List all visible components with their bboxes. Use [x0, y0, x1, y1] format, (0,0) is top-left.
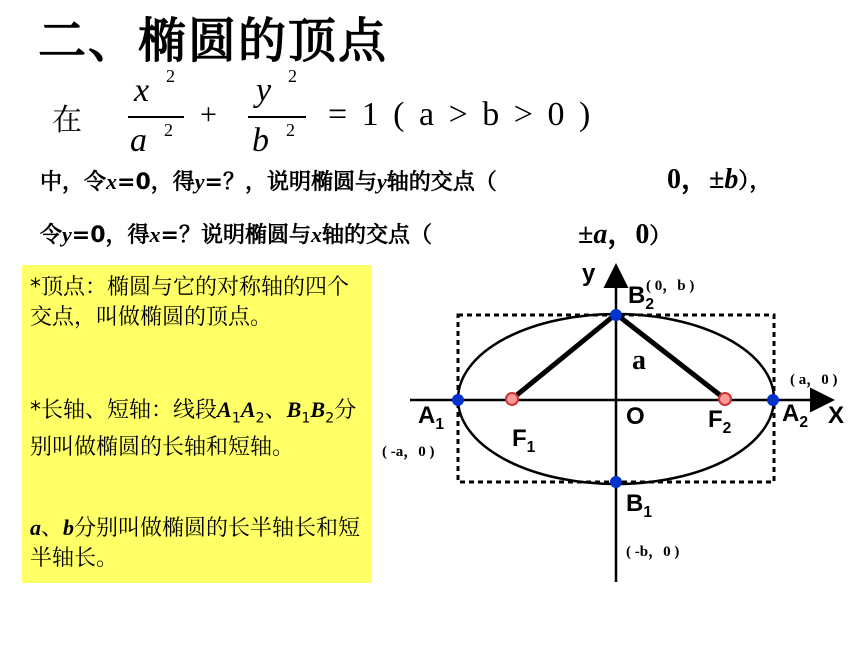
- sub: 2: [255, 410, 265, 427]
- B1: B: [286, 397, 302, 422]
- a-denominator: a: [130, 122, 147, 159]
- letter: A: [782, 400, 800, 427]
- text: =0，得: [71, 223, 150, 248]
- sub: 2: [799, 413, 809, 431]
- answer-zero: 0: [667, 164, 681, 195]
- slide-title: 二、椭圆的顶点: [38, 13, 389, 69]
- letter: B: [626, 490, 644, 517]
- B1-label: [626, 490, 652, 522]
- B2-coord: ( 0，b ): [646, 278, 695, 294]
- focus-segment-left: [512, 314, 616, 399]
- sep: 、: [264, 398, 287, 423]
- var-y: y: [376, 169, 387, 194]
- answer-sep: ，: [607, 219, 636, 250]
- a: a: [30, 515, 41, 540]
- var-y: y: [62, 222, 72, 247]
- answer-sep: ，±: [681, 164, 725, 195]
- vertex-A2: [767, 394, 779, 406]
- F2-label: [708, 406, 731, 438]
- A1: A: [217, 397, 232, 422]
- text: =？说明椭圆与: [160, 223, 311, 248]
- answer-zero: 0: [635, 219, 650, 250]
- letter: F: [708, 406, 723, 433]
- var-x: x: [149, 222, 161, 247]
- text: 分别叫做椭圆的长轴和短轴。: [30, 398, 357, 461]
- sub: 2: [722, 419, 732, 437]
- y-axis-label: y: [582, 260, 596, 287]
- sub: 2: [645, 295, 655, 313]
- x-numerator: x: [134, 72, 150, 109]
- A2-label: [782, 400, 808, 432]
- var-x: x: [310, 222, 322, 247]
- A2: A: [240, 397, 256, 422]
- sep: 、: [41, 516, 64, 541]
- answer-a: a: [593, 219, 608, 250]
- text: =0，得: [117, 170, 195, 195]
- vertex-B2: [610, 309, 622, 321]
- vertex-A1: [452, 394, 464, 406]
- origin-label: O: [626, 403, 645, 430]
- sub: 1: [526, 438, 536, 456]
- sub: 1: [643, 503, 653, 521]
- var-y: y: [194, 169, 205, 194]
- focus-F2: [719, 393, 731, 405]
- text: 中，令: [40, 170, 107, 195]
- A2-coord: ( a，0 ): [790, 372, 838, 388]
- text: *长轴、短轴：线段: [30, 398, 218, 423]
- letter: A: [418, 402, 436, 429]
- vertex-definition: *顶点：椭圆与它的对称轴的四个交点，叫做椭圆的顶点。: [30, 275, 350, 330]
- answer-pm: ±: [578, 219, 594, 250]
- text: =？，说明椭圆与: [204, 170, 377, 195]
- b: b: [63, 515, 75, 540]
- plus-sign: +: [200, 98, 217, 131]
- letter: F: [512, 425, 527, 452]
- x-axis-label: X: [828, 402, 845, 429]
- focus-F1: [506, 393, 518, 405]
- text: 分别叫做椭圆的长半轴长和短半轴长。: [30, 516, 361, 571]
- vertex-B1: [610, 476, 622, 488]
- B1-coord: ( -b，0 ): [626, 544, 680, 560]
- B2: B: [310, 397, 326, 422]
- y-numerator: y: [256, 72, 272, 109]
- x-exponent: 2: [166, 66, 175, 86]
- y-exponent: 2: [288, 66, 297, 86]
- b-exponent: 2: [286, 120, 295, 140]
- a-exponent: 2: [164, 120, 173, 140]
- equation-rhs: = 1 ( a > b > 0 ): [328, 96, 594, 133]
- answer-end: ），: [738, 168, 772, 193]
- sub: 1: [231, 410, 241, 427]
- letter: B: [628, 282, 646, 309]
- A1-label: [418, 402, 444, 434]
- text: 令: [40, 223, 63, 248]
- answer-end: ）: [649, 223, 672, 248]
- answer-b: b: [724, 164, 739, 195]
- var-x: x: [106, 169, 118, 194]
- sub: 1: [435, 415, 445, 433]
- text: 轴的交点（: [321, 223, 432, 248]
- segment-a-label: a: [632, 345, 646, 376]
- text: 轴的交点（: [386, 170, 497, 195]
- sub: 1: [301, 410, 311, 427]
- F1-label: [512, 425, 535, 457]
- b-denominator: b: [252, 122, 269, 159]
- equation-prefix: 在: [52, 103, 82, 138]
- A1-coord: ( -a，0 ): [382, 444, 435, 460]
- sub: 2: [325, 410, 335, 427]
